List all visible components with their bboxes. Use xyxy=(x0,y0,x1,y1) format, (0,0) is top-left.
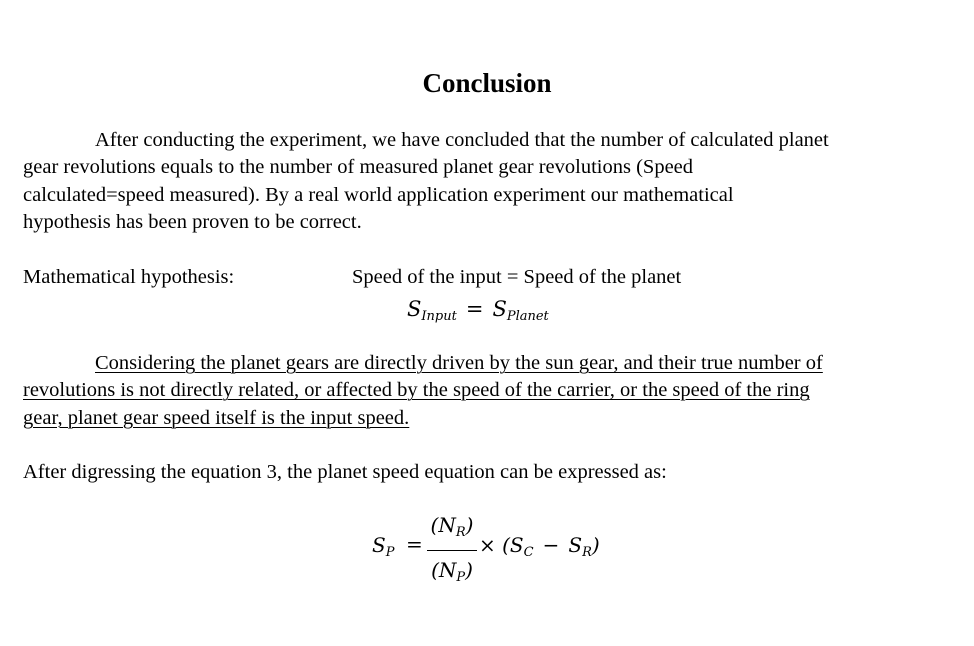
paragraph-line: hypothesis has been proven to be correct. xyxy=(23,210,362,233)
eq2-lhs-subscript: P xyxy=(385,545,395,560)
eq2-denominator-subscript: P xyxy=(456,570,466,585)
eq2-numerator-subscript: R xyxy=(455,525,466,540)
eq2-operator: = xyxy=(406,532,423,556)
hypothesis-statement: Speed of the input = Speed of the planet xyxy=(352,266,682,288)
hypothesis-equation xyxy=(407,294,549,332)
eq2-term2-subscript: R xyxy=(582,545,592,560)
eq2-term1-subscript: C xyxy=(523,545,534,560)
eq2-paren-open: (S xyxy=(502,533,524,557)
eq2-denominator xyxy=(427,557,477,591)
eq2-lhs xyxy=(372,533,394,560)
paragraph-line: After digressing the equation 3, the planet speed equation can be expressed as: xyxy=(23,461,667,483)
eq2-fraction xyxy=(427,512,477,591)
eq1-lhs-symbol: S xyxy=(407,297,422,321)
eq1-operator: = xyxy=(465,297,484,321)
paragraph-line: revolutions is not directly related, or affected by the speed of the carrier, or the speed of the ring xyxy=(23,379,810,402)
paragraph-line: gear revolutions equals to the number of measured planet gear revolutions (Speed xyxy=(23,156,694,179)
eq2-denominator-open: (N xyxy=(431,558,457,582)
paragraph-line: After conducting the experiment, we have concluded that the number of calculated planet xyxy=(95,129,829,151)
eq2-numerator-open: (N xyxy=(430,513,456,537)
hypothesis-label: Mathematical hypothesis: xyxy=(23,266,235,288)
conclusion-paragraph xyxy=(23,127,953,236)
eq2-numerator-close: ) xyxy=(465,513,474,537)
page-title: Conclusion xyxy=(422,68,552,98)
eq2-minus-operator: − xyxy=(542,533,560,557)
eq2-fraction-bar xyxy=(427,550,477,551)
eq2-lhs-symbol: S xyxy=(372,533,386,557)
underlined-paragraph xyxy=(23,350,953,432)
eq1-lhs-subscript: Input xyxy=(421,309,457,324)
paragraph-line-wrapper xyxy=(23,350,953,377)
paragraph-line-wrapper xyxy=(23,405,953,432)
eq1-rhs-symbol: S xyxy=(492,297,507,321)
eq1-rhs-subscript: Planet xyxy=(506,309,549,324)
eq2-times-operator: × xyxy=(479,533,496,557)
paragraph-line: Considering the planet gears are directly driven by the sun gear, and their true number of xyxy=(95,352,823,374)
paragraph-line: gear, planet gear speed itself is the input speed. xyxy=(23,406,410,429)
paragraph-line-wrapper xyxy=(23,377,953,404)
paragraph-line: calculated=speed measured). By a real world application experiment our mathematical xyxy=(23,183,734,206)
eq2-rhs xyxy=(479,533,600,560)
equation-intro-paragraph xyxy=(23,459,953,486)
eq2-denominator-close: ) xyxy=(465,558,473,582)
eq2-term2-symbol: S xyxy=(568,533,583,557)
eq2-numerator xyxy=(427,512,477,546)
eq2-paren-close: ) xyxy=(591,533,600,557)
